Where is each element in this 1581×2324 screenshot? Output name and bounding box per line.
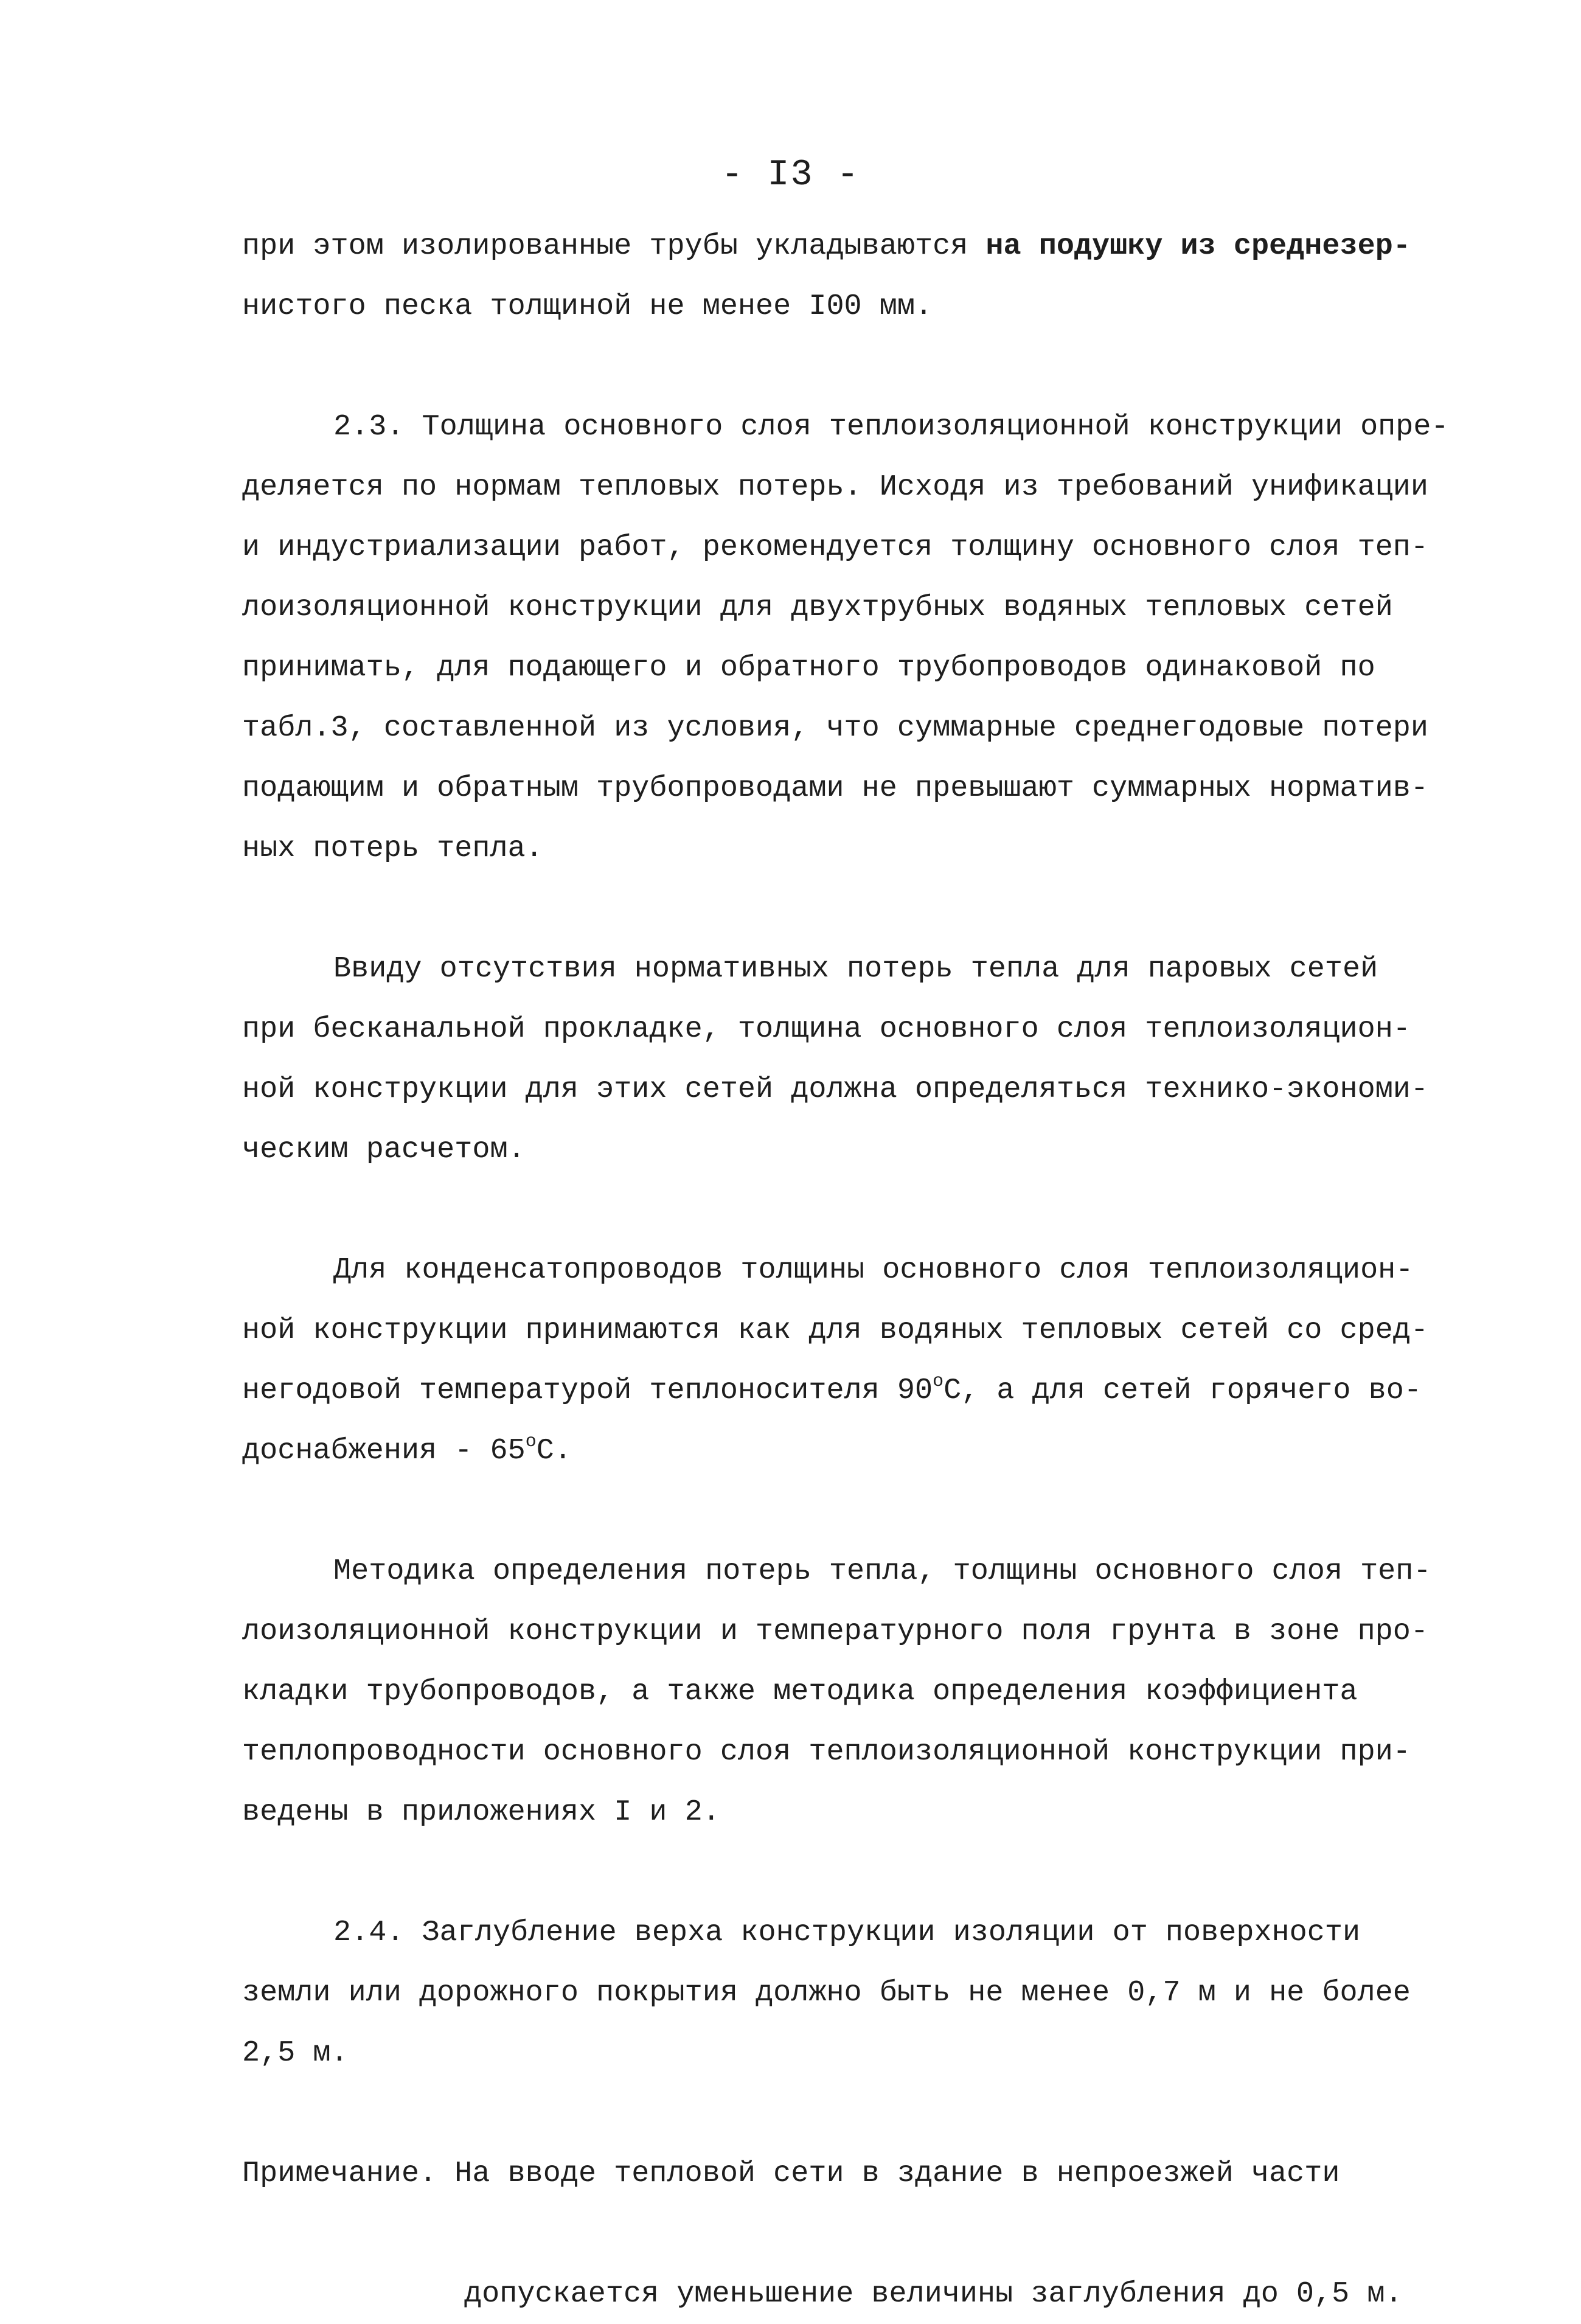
text-line [242,1059,1495,1119]
text-segment: 2,5 м. [242,2036,349,2070]
text-segment: нистого песка толщиной не менее I00 мм. [242,290,933,323]
paragraph-gap [242,1842,1495,1902]
text-line [242,758,1495,818]
text-segment: ной конструкции принимаются как для водяных тепловых сетей со сред- [242,1313,1429,1347]
text-segment: Примечание. На вводе тепловой сети в здание в непроезжей части [242,2157,1340,2190]
paragraph-gap [242,336,1495,397]
paragraph-gap [242,1481,1495,1541]
text-segment: С, а для сетей горячего во- [943,1374,1422,1407]
text-line [242,1541,1495,1601]
text-line [242,1782,1495,1842]
text-line [242,698,1495,758]
text-segment: негодовой температурой теплоносителя 90 [242,1374,933,1407]
text-segment: лоизоляционной конструкции для двухтрубных водяных тепловых сетей [242,591,1393,624]
text-segment: принимать, для подающего и обратного трубопроводов одинаковой по [242,651,1375,684]
text-line [242,1902,1495,1963]
paragraph-gap [242,2083,1495,2143]
text-segment: подающим и обратным трубопроводами не превышают суммарных норматив- [242,771,1429,805]
paragraph-gap [242,1180,1495,1240]
text-segment: Ввиду отсутствия нормативных потерь тепла для паровых сетей [333,952,1378,986]
text-segment: С. [536,1434,572,1467]
text-line [242,517,1495,577]
text-segment: лоизоляционной конструкции и температурного поля грунта в зоне про- [242,1615,1429,1648]
text-segment: 2.3. Толщина основного слоя теплоизоляционной конструкции опре- [333,410,1449,444]
page-number: - I3 - [721,155,860,196]
text-segment: ведены в приложениях I и 2. [242,1795,720,1829]
text-line [242,457,1495,517]
text-line [242,1300,1495,1360]
text-line [242,1601,1495,1661]
text-segment: ных потерь тепла. [242,832,543,865]
text-line [242,216,1495,276]
text-line [242,818,1495,878]
text-line [242,1722,1495,1782]
text-line [242,1360,1495,1421]
body-text [242,216,1495,2324]
text-line [242,577,1495,638]
text-segment: 2.4. Заглубление верха конструкции изоляции от поверхности [333,1916,1361,1949]
text-segment: деляется по нормам тепловых потерь. Исходя из требований унификации [242,470,1429,504]
text-segment: Методика определения потерь тепла, толщины основного слоя теп- [333,1554,1431,1588]
text-segment: Для конденсатопроводов толщины основного слоя теплоизоляцион- [333,1253,1414,1287]
text-line [242,1963,1495,2023]
text-line [242,1661,1495,1722]
text-segment: теплопроводности основного слоя теплоизоляционной конструкции при- [242,1735,1411,1769]
text-line [242,397,1495,457]
text-segment: табл.3, составленной из условия, что суммарные среднегодовые потери [242,711,1429,745]
text-line [242,1119,1495,1180]
text-segment: земли или дорожного покрытия должно быть не менее 0,7 м и не более [242,1976,1411,2009]
text-line [242,939,1495,999]
text-segment: допускается уменьшение величины заглубления до 0,5 м. [464,2277,1403,2311]
text-line [242,276,1495,336]
text-line [242,638,1495,698]
text-segment: при этом изолированные трубы укладываются [242,229,986,263]
text-line [242,999,1495,1059]
paragraph-gap [242,2204,1495,2264]
text-line [242,2023,1495,2083]
text-line [242,1240,1495,1300]
text-segment: кладки трубопроводов, а также методика определения коэффициента [242,1675,1358,1708]
text-segment: ческим расчетом. [242,1133,526,1166]
text-segment: ной конструкции для этих сетей должна определяться технико-экономи- [242,1073,1429,1106]
text-line [242,1421,1495,1481]
text-segment: на подушку из среднезер- [985,229,1411,263]
text-segment: доснабжения - 65 [242,1434,526,1467]
text-line [242,2264,1495,2324]
text-segment: и индустриализации работ, рекомендуется толщину основного слоя теп- [242,531,1429,564]
text-segment: при бесканальной прокладке, толщина основного слоя теплоизоляцион- [242,1012,1411,1046]
degree-superscript: o [933,1371,944,1392]
degree-superscript: o [525,1432,537,1452]
paragraph-gap [242,878,1495,939]
text-line [242,2143,1495,2204]
